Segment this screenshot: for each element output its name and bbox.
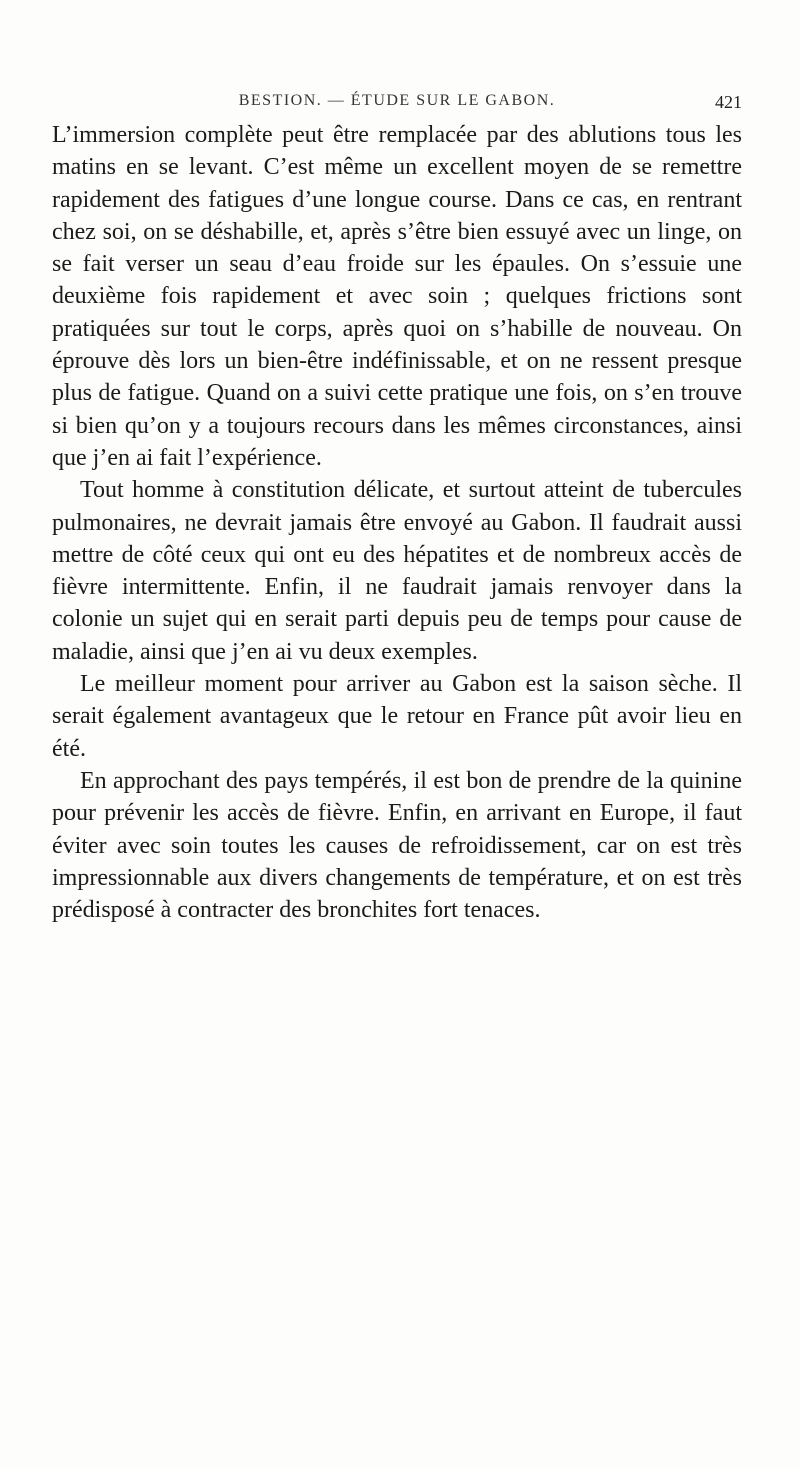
paragraph-4: En approchant des pays tempérés, il est bon de prendre de la quinine pour prévenir les accès de fièvre. Enfin, en arrivant en Europe, il faut éviter avec soin toutes les causes de refroidissement, car on est très impressionnable aux divers changements de température, et on est très prédisposé à contracter des bronchites fort tenaces. [52, 767, 742, 924]
page-number: 421 [715, 92, 742, 112]
running-head [52, 92, 742, 116]
paragraph-2: Tout homme à constitution délicate, et surtout atteint de tubercules pulmonaires, ne devrait jamais être envoyé au Gabon. Il faudrait aussi mettre de côté ceux qui ont eu des hépatites et de nombreux accès de fièvre intermittente. Enfin, il ne faudrait jamais renvoyer dans la colonie un sujet qui en serait parti depuis peu de temps pour cause de maladie, ainsi que j’en ai vu deux exemples. [52, 477, 742, 665]
paragraph-3: Le meilleur moment pour arriver au Gabon est la saison sèche. Il serait également avantageux que le retour en France pût avoir lieu en été. [52, 671, 742, 762]
body-text [52, 119, 742, 926]
running-title: BESTION. — ÉTUDE SUR LE GABON. [238, 92, 556, 109]
paragraph-1: L’immersion complète peut être remplacée par des ablutions tous les matins en se levant. C’est même un excellent moyen de se remettre rapidement des fatigues d’une longue course. Dans ce cas, en rentrant chez soi, on se déshabille, et, après s’être bien essuyé avec un linge, on se fait verser un seau d’eau froide sur les épaules. On s’essuie une deuxième fois rapidement et avec soin ; quelques frictions sont pratiquées sur tout le corps, après quoi on s’habille de nouveau. On éprouve dès lors un bien-être indéfinissable, et on ne ressent presque plus de fatigue. Quand on a suivi cette pratique une fois, on s’en trouve si bien qu’on y a toujours recours dans les mêmes circonstances, ainsi que j’en ai fait l’expérience. [52, 122, 742, 471]
